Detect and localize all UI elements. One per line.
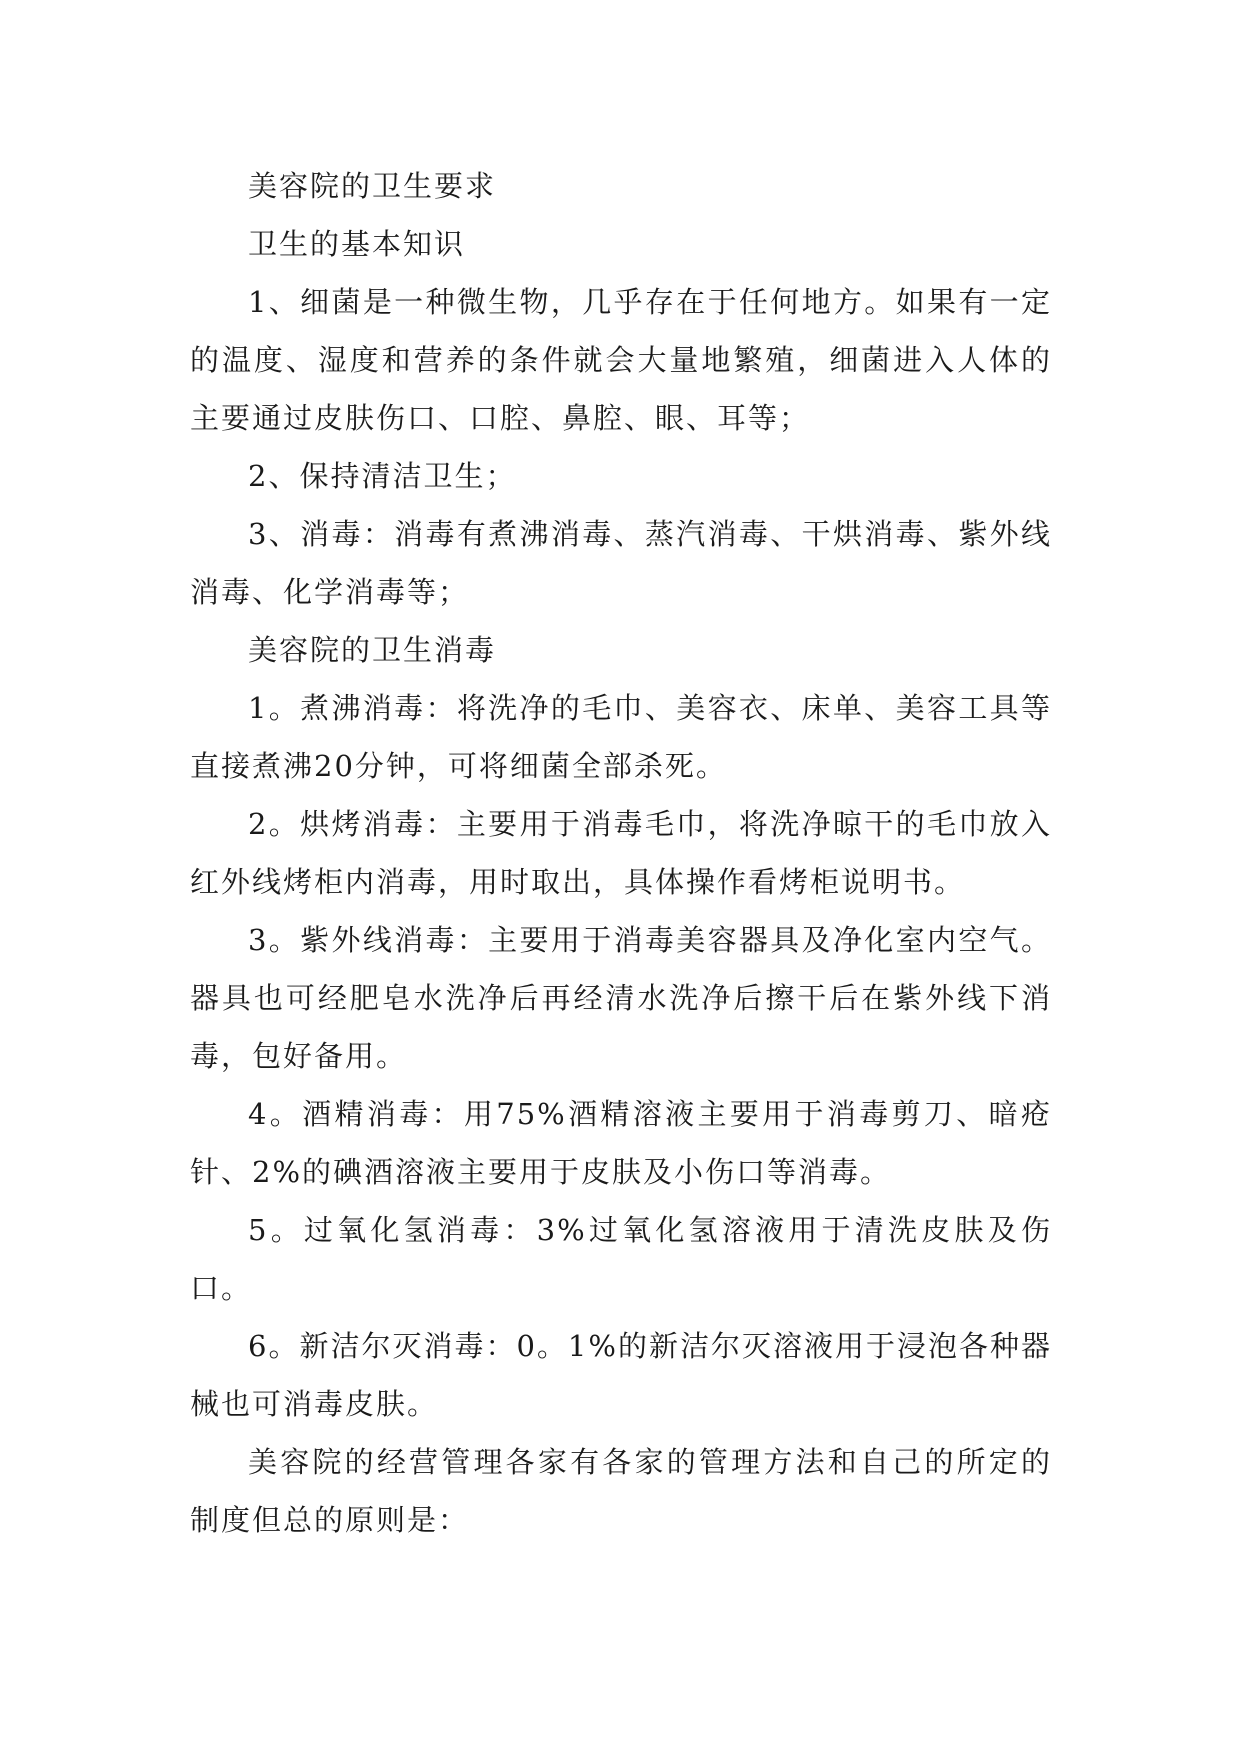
- document-page: [190, 157, 1052, 1549]
- paragraph-ultraviolet: 3。紫外线消毒：主要用于消毒美容器具及净化室内空气。器具也可经肥皂水洗净后再经清水洗净后擦干后在紫外线下消毒，包好备用。: [190, 923, 1052, 1073]
- document-title: 美容院的卫生要求: [248, 169, 497, 203]
- paragraph-management: 美容院的经营管理各家有各家的管理方法和自己的所定的制度但总的原则是：: [190, 1445, 1052, 1537]
- paragraph-hydrogen-peroxide: 5。过氧化氢消毒：3%过氧化氢溶液用于清洗皮肤及伤口。: [190, 1213, 1052, 1305]
- paragraph-cleanliness: 2、保持清洁卫生；: [248, 459, 517, 493]
- paragraph-baking: 2。烘烤消毒：主要用于消毒毛巾，将洗净晾干的毛巾放入红外线烤柜内消毒，用时取出，具体操作看烤柜说明书。: [190, 807, 1052, 899]
- section-heading-basic-knowledge: 卫生的基本知识: [248, 227, 466, 261]
- paragraph-disinfection-types: 3、消毒：消毒有煮沸消毒、蒸汽消毒、干烘消毒、紫外线消毒、化学消毒等；: [190, 517, 1052, 609]
- paragraph-alcohol: 4。酒精消毒：用75%酒精溶液主要用于消毒剪刀、暗疮针、2%的碘酒溶液主要用于皮肤及小伤口等消毒。: [190, 1097, 1052, 1189]
- paragraph-benzalkonium: 6。新洁尔灭消毒：0。1%的新洁尔灭溶液用于浸泡各种器械也可消毒皮肤。: [190, 1329, 1052, 1421]
- paragraph-bacteria: 1、细菌是一种微生物，几乎存在于任何地方。如果有一定的温度、湿度和营养的条件就会大量地繁殖，细菌进入人体的主要通过皮肤伤口、口腔、鼻腔、眼、耳等；: [190, 285, 1052, 435]
- paragraph-boiling: 1。煮沸消毒：将洗净的毛巾、美容衣、床单、美容工具等直接煮沸20分钟，可将细菌全部杀死。: [190, 691, 1052, 783]
- section-heading-salon-disinfection: 美容院的卫生消毒: [248, 633, 497, 667]
